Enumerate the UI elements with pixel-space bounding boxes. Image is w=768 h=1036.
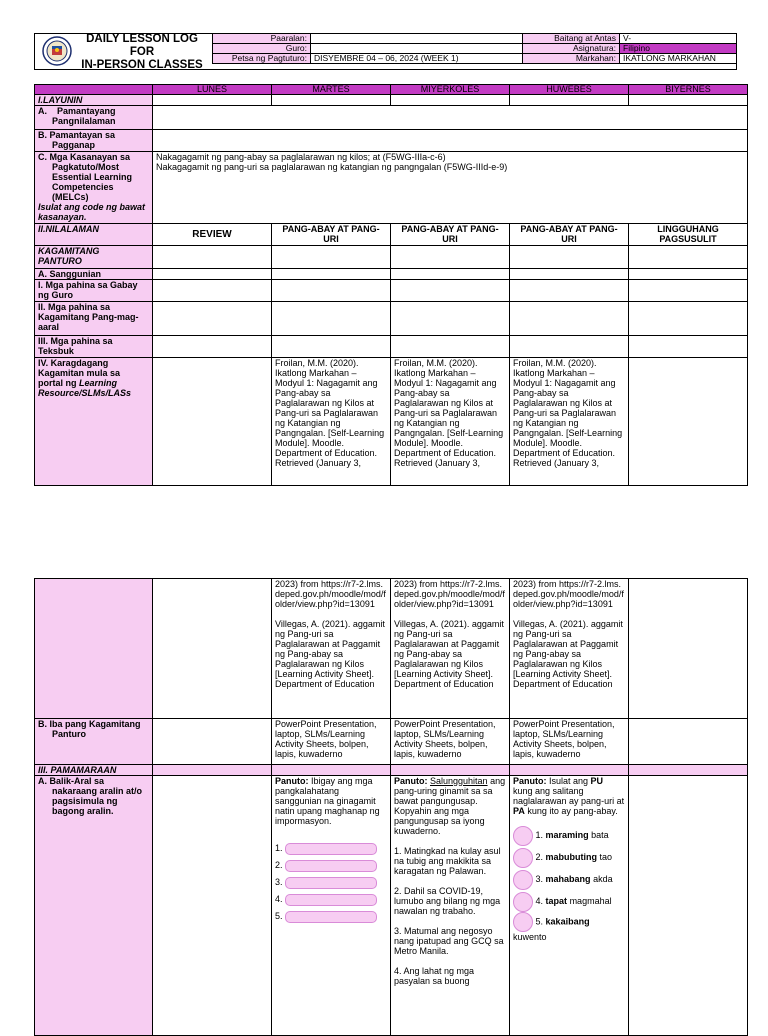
asignatura-value: Filipino	[620, 44, 737, 54]
sanggunian-label: A. Sanggunian	[35, 269, 153, 280]
melc-label: C. Mga Kasanayan sa Pagkatuto/Most Essential Learning Competencies (MELCs) Isulat ang code ng bawat kasanayan.	[35, 152, 153, 224]
nilalaman-biyernes: LINGGUHANG PAGSUSULIT	[629, 224, 748, 246]
title-line2: IN-PERSON CLASSES	[81, 59, 203, 71]
nilalaman-huwebes: PANG-ABAY AT PANG-URI	[510, 224, 629, 246]
melc-value	[153, 152, 748, 224]
lesson-log-table-2	[34, 578, 748, 1036]
asignatura-label: Asignatura:	[523, 44, 620, 54]
markahan-value: IKATLONG MARKAHAN	[620, 54, 737, 64]
balik-aral-biyernes	[629, 776, 748, 1036]
pamantayang-label: A. Pamantayang Pangnilalaman	[35, 106, 153, 130]
layunin-label: I.LAYUNIN	[35, 95, 153, 106]
balik-aral-miyerkoles: Panuto: Salungguhitan ang pang-uring ginamit sa sa bawat pangungusap. Kopyahin ang mga pangungusap sa iyong kuwaderno. 1. Matingkad na kulay asul na tubig ang makikita sa karagatan ng Palawan. 2. Dahil sa COVID-19, lumubo ang bilang ng mga nawalan ng trabaho. 3. Matumal ang negosyo nang ipatupad ang GCQ sa Metro Manila. 4. Ang lahat ng mga pasyalan sa buong	[391, 776, 510, 1036]
iba-huwebes: PowerPoint Presentation, laptop, SLMs/Learning Activity Sheets, bolpen, lapis, kuwaderno	[510, 719, 629, 765]
balik-aral-huwebes: Panuto: Isulat ang PU kung ang salitang naglalarawan ay pang-uri at PA kung ito ay pang-abay. 1. maraming bata 2. mabubuting tao 3. mahabang akda 4. tapat magmahal 5. kakaibang kuwento	[510, 776, 629, 1036]
meta-left	[212, 33, 524, 64]
paaralan-value	[311, 34, 524, 44]
karagdagan-cont-martes: 2023) from https://r7-2.lms.deped.gov.ph/moodle/mod/folder/view.php?id=13091 Villegas, A. (2021). aggamit ng Pang-uri sa Paglalarawan at Paggamit ng Pang-abay sa Paglalarawan ng Kilos [Learning Activity Sheet]. Department of Education	[272, 579, 391, 719]
balik-aral-label: A. Balik-Aral sa nakaraang aralin at/o pagsisimula ng bagong aralin.	[35, 776, 153, 1036]
karagdagan-huwebes: Froilan, M.M. (2020). Ikatlong Markahan – Modyul 1: Nagagamit ang Pang-abay sa Paglalarawan ng Kilos at Pang-uri sa Paglalarawan ng Katangian ng Pangngalan. [Self-Learning Module]. Moodle. Department of Education. Retrieved (January 3,	[510, 358, 629, 486]
karagdagan-biyernes	[629, 358, 748, 486]
pu-pa-item-3[interactable]: 3. mahabang akda	[513, 868, 625, 890]
balik-aral-lunes	[153, 776, 272, 1036]
iba-lunes	[153, 719, 272, 765]
deped-seal-icon	[42, 36, 72, 66]
pu-pa-item-5[interactable]: 5. kakaibang	[513, 912, 625, 932]
log-title	[74, 33, 210, 72]
karagdagan-lunes	[153, 358, 272, 486]
answer-line-5[interactable]: 5.	[275, 908, 387, 925]
nilalaman-martes: PANG-ABAY AT PANG-URI	[272, 224, 391, 246]
iba-biyernes	[629, 719, 748, 765]
melc-text-1: Nakagagamit ng pang-abay sa paglalarawan ng kilos; at (F5WG-IIIa-c-6)	[156, 152, 446, 162]
markahan-label: Markahan:	[523, 54, 620, 64]
nilalaman-label: II.NILALAMAN	[35, 224, 153, 246]
melc-text-2: Nakagagamit ng pang-uri sa paglalarawan ng katangian ng pangngalan (F5WG-IIId-e-9)	[156, 162, 508, 172]
answer-line-1[interactable]: 1.	[275, 840, 387, 857]
lesson-log-table-1	[34, 84, 748, 486]
day-miyerkoles: MIYERKOLES	[391, 85, 510, 95]
pamamaraan-label: III. PAMAMARAAN	[35, 765, 153, 776]
baitang-label: Baitang at Antas	[523, 34, 620, 44]
iba-miyerkoles: PowerPoint Presentation, laptop, SLMs/Learning Activity Sheets, bolpen, lapis, kuwaderno	[391, 719, 510, 765]
nilalaman-miyerkoles: PANG-ABAY AT PANG-URI	[391, 224, 510, 246]
paaralan-label: Paaralan:	[213, 34, 311, 44]
petsa-label: Petsa ng Pagtuturo:	[213, 54, 311, 64]
day-lunes: LUNES	[153, 85, 272, 95]
guro-label: Guro:	[213, 44, 311, 54]
day-biyernes: BIYERNES	[629, 85, 748, 95]
karagdagan-cont-biyernes	[629, 579, 748, 719]
petsa-value: DISYEMBRE 04 – 06, 2024 (WEEK 1)	[311, 54, 524, 64]
mag-aaral-label: II. Mga pahina sa Kagamitang Pang-mag- aaral	[35, 302, 153, 336]
karagdagan-cont-huwebes: 2023) from https://r7-2.lms.deped.gov.ph/moodle/mod/folder/view.php?id=13091 Villegas, A. (2021). aggamit ng Pang-uri sa Paglalarawan at Paggamit ng Pang-abay sa Paglalarawan ng Kilos [Learning Activity Sheet]. Department of Education	[510, 579, 629, 719]
pu-pa-item-4[interactable]: 4. tapat magmahal	[513, 890, 625, 912]
answer-line-3[interactable]: 3.	[275, 874, 387, 891]
teksbuk-label: III. Mga pahina sa Teksbuk	[35, 336, 153, 358]
title-line1: DAILY LESSON LOG FOR	[86, 33, 198, 58]
meta-right	[522, 33, 737, 64]
nilalaman-lunes: REVIEW	[153, 224, 272, 246]
iba-martes: PowerPoint Presentation, laptop, SLMs/Learning Activity Sheets, bolpen, lapis, kuwaderno	[272, 719, 391, 765]
gabay-label: I. Mga pahina sa Gabay ng Guro	[35, 280, 153, 302]
balik-aral-martes: Panuto: Ibigay ang mga pangkalahatang sanggunian na ginagamit natin upang maghanap ng impormasyon. 1. 2. 3. 4. 5.	[272, 776, 391, 1036]
corner-cell	[35, 85, 153, 95]
karagdagan-label: IV. Karagdagang Kagamitan mula sa portal ng Learning Resource/SLMs/LASs	[35, 358, 153, 486]
iba-label: B. Iba pang Kagamitang Panturo	[35, 719, 153, 765]
karagdagan-cont-lunes	[153, 579, 272, 719]
guro-value	[311, 44, 524, 54]
answer-line-2[interactable]: 2.	[275, 857, 387, 874]
karagdagan-martes: Froilan, M.M. (2020). Ikatlong Markahan – Modyul 1: Nagagamit ang Pang-abay sa Paglalarawan ng Kilos at Pang-uri sa Paglalarawan ng Katangian ng Pangngalan. [Self-Learning Module]. Moodle. Department of Education. Retrieved (January 3,	[272, 358, 391, 486]
pu-pa-item-2[interactable]: 2. mabubuting tao	[513, 846, 625, 868]
pagganap-label: B. Pamantayan sa Pagganap	[35, 130, 153, 152]
day-huwebes: HUWEBES	[510, 85, 629, 95]
pamantayang-value	[153, 106, 748, 130]
karagdagan-cont-label	[35, 579, 153, 719]
karagdagan-miyerkoles: Froilan, M.M. (2020). Ikatlong Markahan – Modyul 1: Nagagamit ang Pang-abay sa Paglalarawan ng Kilos at Pang-uri sa Paglalarawan ng Katangian ng Pangngalan. [Self-Learning Module]. Moodle. Department of Education. Retrieved (January 3,	[391, 358, 510, 486]
baitang-value: V-	[620, 34, 737, 44]
pu-pa-item-1[interactable]: 1. maraming bata	[513, 824, 625, 846]
karagdagan-cont-miyerkoles: 2023) from https://r7-2.lms.deped.gov.ph/moodle/mod/folder/view.php?id=13091 Villegas, A. (2021). aggamit ng Pang-uri sa Paglalarawan at Paggamit ng Pang-abay sa Paglalarawan ng Kilos [Learning Activity Sheet]. Department of Education	[391, 579, 510, 719]
day-martes: MARTES	[272, 85, 391, 95]
kagamitang-label: KAGAMITANG PANTURO	[35, 246, 153, 269]
pagganap-value	[153, 130, 748, 152]
answer-line-4[interactable]: 4.	[275, 891, 387, 908]
